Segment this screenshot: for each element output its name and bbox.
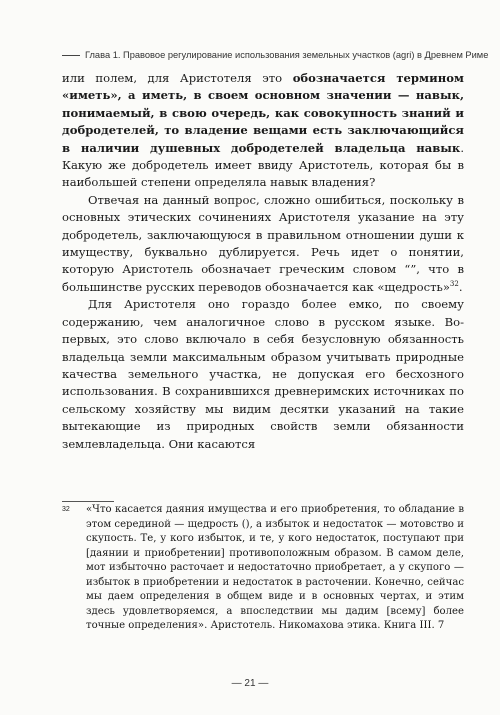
footnote-divider — [62, 501, 114, 502]
paragraph-text: . Какую же добродетель имеет ввиду Аристотель, которая бы в наибольшей степени определяла навык владения? — [62, 140, 464, 190]
paragraph-text: или полем, для Аристотеля это — [62, 71, 293, 85]
emphasized-text: обозначается термином «иметь», а иметь, в своем основном значении — навык, понимаемый, в свою очередь, как совокупность знаний и добродетелей, то владение вещами есть заключающийся в наличии душевных добродетелей владельца навык — [62, 71, 464, 155]
footnote-number: 32 — [62, 506, 70, 513]
header-rule — [62, 55, 80, 56]
paragraph-text: . — [458, 279, 463, 294]
running-header — [62, 50, 489, 60]
paragraph — [62, 296, 464, 453]
paragraph — [62, 70, 464, 192]
paragraph-text: Для Аристотеля оно гораздо более емко, по своему содержанию, чем аналогичное слово в русском языке. Во-первых, это слово включало в себя безусловную обязанность владельца земли максимальным образом учитывать природные качества земельного участка, не допуская его бесхозного использования. В сохранившихся древнеримских источниках по сельскому хозяйству мы видим десятки указаний на такие вытекающие из природных свойств земли обязанности землевладельца. Они касаются — [62, 297, 464, 451]
running-title: Глава 1. Правовое регулирование использования земельных участков (agri) в Древнем Риме — [85, 50, 489, 60]
main-text — [62, 70, 464, 453]
footnote-text: «Что касается даяния имущества и его приобретения, то обладание в этом серединой — щедрость (), а избыток и недостаток — мотовство и скупость. Те, у кого избыток, и те, у кого недостаток, поступают при [даянии и приобретении] противоположным образом. В самом деле, мот избыточно расточает и недостаточно приобретает, а у скупого — избыток в приобретении и недостаток в расточении. Конечно, сейчас мы даем определения в общем виде и в основных чертах, и этим здесь удовлетворяемся, а впоследствии мы дадим [всему] более точные определения». Аристотель. Никомахова этика. Книга III. 7 — [86, 504, 464, 631]
paragraph — [62, 192, 464, 296]
footnote-ref[interactable]: 32 — [449, 280, 459, 289]
page-number: — 21 — — [231, 678, 269, 689]
footnote — [62, 503, 464, 634]
paragraph-text: Отвечая на данный вопрос, сложно ошибиться, поскольку в основных этических сочинениях Аристотеля указание на эту добродетель, заключающуюся в правильном отношении души к имуществу, буквально дублируется. Речь идет о понятии, которую Аристотель обозначает греческим словом “”, что в большинстве русских переводов обозначается как «щедрость» — [62, 192, 464, 294]
